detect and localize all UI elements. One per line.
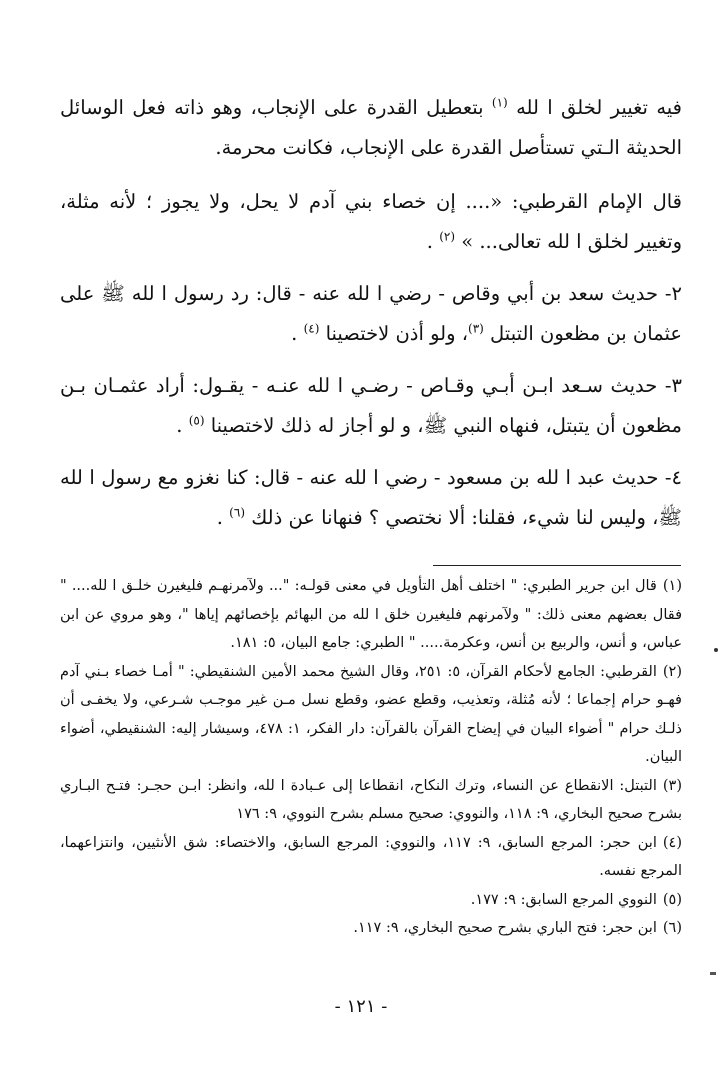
footnote-2: (٢)القرطبي: الجامع لأحكام القرآن، ٥: ٢٥١، وقال الشيخ محمد الأمين الشنقيطي: " أمـا خصاء بـني آدم فهـو حرام إجماعا ؛ لأنه مُثلة، وتعذيب، وقطع عضو، وقطع نسل مـن غير موجـب شـرعي، ولا يخفـى أن ذلـك حرام " أضواء البيان في إيضاح القرآن بالقرآن: دار الفكر، ١: ٤٧٨، وسيشار إليه: الشنقيطي، أضواء البيان. (60, 663, 682, 765)
footnote-number: (١) (662, 578, 682, 594)
paragraph-hadith-3: ٣- حديث سـعد ابـن أبـي وقـاص - رضـي ا لله عنـه - يقـول: أراد عثمـان بـن مظعون أن يتبتل، فنهاه النبي ﷺ، و لو أجاز له ذلك لاختصينا $^{(٥)}$ . (60, 374, 682, 437)
footnote-3: (٣)التبتل: الانقطاع عن النساء، وترك النكاح، انقطاعا إلى عـبادة ا لله، وانظر: ابـن حجـر: فتـح البـاري بشرح صحيح البخاري، ٩: ١١٨، والنووي: صحيح مسلم بشرح النووي، ٩: ١٧٦ (60, 777, 682, 822)
footnotes (60, 572, 682, 943)
footnote-ref-6[interactable]: (٦) (229, 505, 245, 520)
paragraph-qurtubi-quote: قال الإمام القرطبي: «.... إن خصاء بني آدم لا يحل، ولا يجوز ؛ لأنه مثلة، وتغيير لخلق ا لله تعالى... » $^{(٢)}$ . (60, 190, 682, 253)
footnote-number: (٤) (662, 834, 682, 851)
footnote-separator (433, 565, 681, 566)
footnote-number: (٣) (662, 777, 682, 794)
footnote-ref-4[interactable]: (٤) (303, 321, 320, 336)
footnote-6: (٦)ابن حجر: فتح الباري بشرح صحيح البخاري، ٩: ١١٧. (353, 920, 682, 936)
scan-mark (710, 972, 716, 975)
paragraph-1: فيه تغيير لخلق ا لله $^{(١)}$ بتعطيل القدرة على الإنجاب، وهو ذاته فعل الوسائل الحديثة الـتي تستأصل القدرة على الإنجاب، فكانت محرمة. (60, 95, 682, 159)
footnote-1: (١)قال ابن جرير الطبري: " اختلف أهل التأويل في معنى قولـه: "... ولآمرنهـم فليغيرن خلـق ا لله.... " فقال بعضهم معنى ذلك: " ولآمرنهم فليغيرن خلق ا لله من البهائم بإخصائهم إياها "، وهو مروي عن ابن عباس، و أنس، والربيع بن أنس، وعكرمة..... " الطبري: جامع البيان، ٥: ١٨١. (60, 578, 682, 651)
scan-mark (714, 648, 718, 652)
footnote-ref-1[interactable]: (١) (491, 95, 508, 110)
footnote-number: (٦) (662, 920, 682, 936)
paragraph-hadith-2: ٢- حديث سعد بن أبي وقاص - رضي ا لله عنه - قال: رد رسول ا لله ﷺ على عثمان بن مظعون التبتل $^{(٣)}$، ولو أذن لاختصينا $^{(٤)}$ . (60, 282, 682, 345)
footnote-ref-5[interactable]: (٥) (188, 413, 205, 428)
page-number: - ١٢١ - (334, 996, 388, 1017)
paragraph-hadith-4: ٤- حديث عبد ا لله بن مسعود - رضي ا لله عنه - قال: كنا نغزو مع رسول ا لله ﷺ، وليس لنا شيء، فقلنا: ألا نختصي ؟ فنهانا عن ذلك $^{(٦)}$ . (60, 466, 682, 529)
footnote-4: (٤)ابن حجر: المرجع السابق، ٩: ١١٧، والنووي: المرجع السابق، والاختصاء: شق الأنثيين، وانتزاعهما، المرجع نفسه. (60, 834, 682, 879)
footnote-number: (٥) (662, 891, 682, 908)
footnote-ref-3[interactable]: (٣) (468, 321, 484, 336)
main-text (60, 88, 682, 550)
footnote-ref-2[interactable]: (٢) (439, 229, 456, 244)
footnote-number: (٢) (662, 663, 682, 680)
footnote-5: (٥)النووي المرجع السابق: ٩: ١٧٧. (470, 891, 682, 908)
